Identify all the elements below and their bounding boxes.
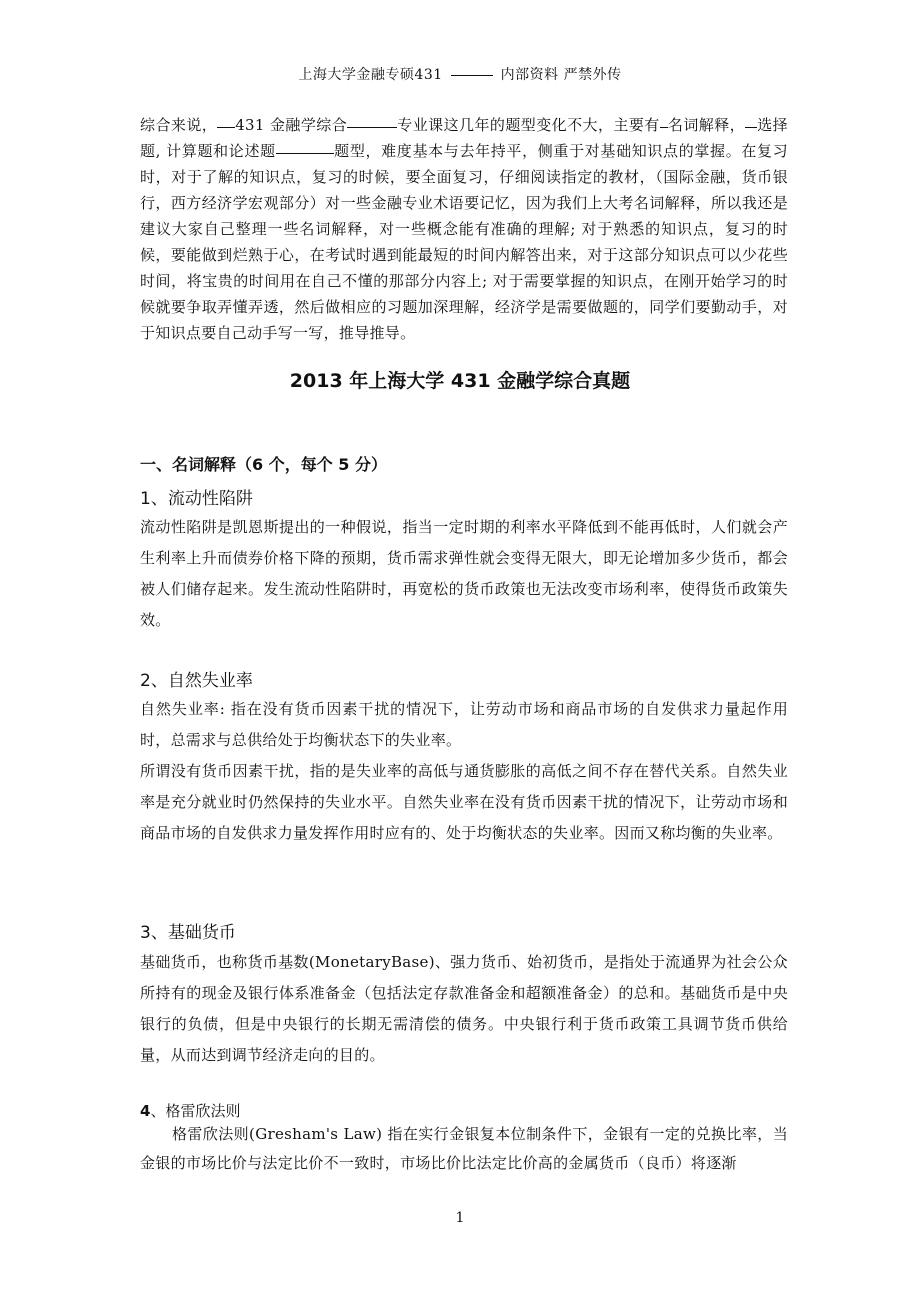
intro-text-1: 综合来说，: [140, 116, 218, 134]
item-4-body: [140, 1120, 788, 1178]
item-1-label: 1、流动性陷阱: [140, 489, 253, 509]
blank-line: [276, 152, 334, 154]
blank-line: [217, 126, 235, 128]
intro-text-5: 选择题, 计算题和论述题: [140, 116, 788, 160]
item-1-body: [140, 512, 788, 636]
blank-line: [660, 126, 668, 128]
header-gap-line: [451, 75, 493, 76]
blank-line: [745, 126, 757, 128]
item-2-paragraph-1: 自然失业率: 指在没有货币因素干扰的情况下，让劳动市场和商品市场的自发供求力量起作用时，总需求与总供给处于均衡状态下的失业率。: [140, 700, 788, 749]
item-3-body: [140, 947, 788, 1071]
page-header: [0, 64, 920, 84]
intro-paragraph: [140, 112, 788, 346]
intro-text-6: 题型，难度基本与去年持平，侧重于对基础知识点的掌握。: [333, 142, 742, 160]
intro-text-3: 专业课这几年的题型变化不大，主要有: [397, 116, 660, 134]
item-4-number: 4: [140, 1102, 151, 1120]
header-left: 上海大学金融专硕431: [298, 67, 443, 83]
intro-text-2: 431 金融学综合: [235, 116, 348, 134]
item-4-label: [140, 1100, 788, 1121]
item-2-paragraph-2: 所谓没有货币因素干扰，指的是失业率的高低与通货膨胀的高低之间不存在替代关系。自然失业率是充分就业时仍然保持的失业水平。自然失业率在没有货币因素干扰的情况下，让劳动市场和商品市场的自发供求力量发挥作用时应有的、处于均衡状态的失业率。因而又称均衡的失业率。: [140, 762, 788, 842]
item-3-paragraph: 基础货币，也称货币基数(MonetaryBase)、强力货币、始初货币，是指处于流通界为社会公众所持有的现金及银行体系准备金（包括法定存款准备金和超额准备金）的总和。基础货币是中央银行的负债，但是中央银行的长期无需清偿的债务。中央银行利于货币政策工具调节货币供给量，从而达到调节经济走向的目的。: [140, 953, 788, 1064]
intro-text-rest: 在复习时，对于了解的知识点，复习的时候，要全面复习，仔细阅读指定的教材，（国际金融，货币银行，西方经济学宏观部分）对一些金融专业术语要记忆，因为我们上大考名词解释，所以我还是建议大家自己整理一些名词解释，对一些概念能有准确的理解; 对于熟悉的知识点，复习的时候，要能做到烂熟于心，在考试时遇到能最短的时间内解答出来，对于这部分知识点可以少花些时间，将宝贵的时间用在自己不懂的那部分内容上; 对于需要掌握的知识点，在刚开始学习的时候就要争取弄懂弄透，然后做相应的习题加深理解，经济学是需要做题的，同学们要勤动手，对于知识点要自己动手写一写，推导推导。: [140, 142, 788, 342]
item-3-label: 3、基础货币: [140, 923, 236, 943]
item-1-paragraph: 流动性陷阱是凯恩斯提出的一种假说，指当一定时期的利率水平降低到不能再低时，人们就会产生利率上升而债券价格下降的预期，货币需求弹性就会变得无限大，即无论增加多少货币，都会被人们储存起来。发生流动性陷阱时，再宽松的货币政策也无法改变市场利率，使得货币政策失效。: [140, 518, 788, 629]
item-2-body: [140, 694, 788, 849]
document-title: 2013 年上海大学 431 金融学综合真题: [289, 370, 631, 392]
header-right: 内部资料 严禁外传: [500, 67, 622, 83]
item-2-label: 2、自然失业率: [140, 671, 253, 691]
blank-line: [347, 126, 397, 128]
section-heading: 一、名词解释（6 个，每个 5 分）: [140, 455, 387, 474]
intro-text-4: 名词解释，: [667, 116, 746, 134]
page-number: 1: [455, 1210, 465, 1226]
item-4-paragraph: 格雷欣法则(Gresham's Law) 指在实行金银复本位制条件下，金银有一定的兑换比率，当金银的市场比价与法定比价不一致时，市场比价比法定比价高的金属货币（良币）将逐渐: [140, 1125, 788, 1172]
item-4-title: 、格雷欣法则: [150, 1102, 241, 1120]
